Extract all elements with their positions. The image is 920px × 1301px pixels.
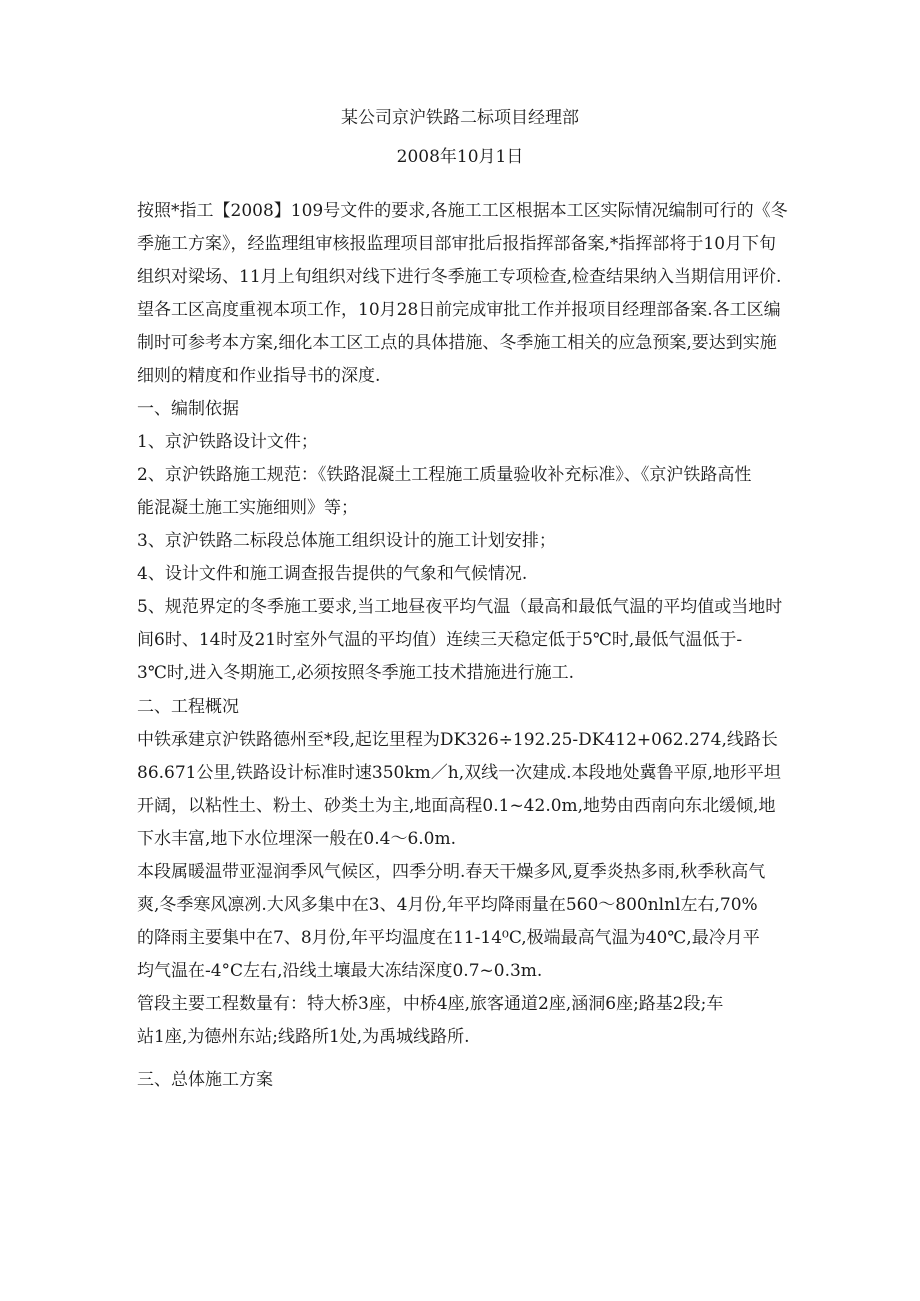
climate-paragraph-line-3: 的降雨主要集中在7、8月份,年平均温度在11-14⁰C,极端最高气温为40℃,最冷月平 xyxy=(137,928,760,948)
climate-paragraph-line-1: 本段属暖温带亚湿润季风气候区，四季分明.春天干燥多风,夏季炎热多雨,秋季秋高气 xyxy=(137,862,766,882)
quantities-paragraph-line-2: 站1座,为德州东站;线路所1处,为禹城线路所. xyxy=(137,1027,470,1047)
basis-item-3: 3、京沪铁路二标段总体施工组织设计的施工计划安排； xyxy=(137,531,556,551)
overview-paragraph-1-line-3: 开阔，以粘性土、粉土、砂类土为主,地面高程0.1~42.0m,地势由西南向东北缓倾,地 xyxy=(137,796,776,816)
intro-paragraph-line-5: 制时可参考本方案,细化本工区工点的具体措施、冬季施工相关的应急预案,要达到实施 xyxy=(137,333,777,353)
basis-item-5-line-1: 5、规范界定的冬季施工要求,当工地昼夜平均气温（最高和最低气温的平均值或当地时 xyxy=(137,597,783,617)
basis-item-5-line-3: 3℃时,进入冬期施工,必须按照冬季施工技术措施进行施工. xyxy=(137,663,575,683)
overview-paragraph-1-line-1: 中铁承建京沪铁路德州至*段,起讫里程为DK326÷192.25-DK412+062.274,线路长 xyxy=(137,730,778,750)
overview-paragraph-1-line-2: 86.671公里,铁路设计标准时速350km／h,双线一次建成.本段地处冀鲁平原,地形平坦 xyxy=(137,763,781,783)
intro-paragraph-line-4: 望各工区高度重视本项工作，10月28日前完成审批工作并报项目经理部备案.各工区编 xyxy=(137,300,781,320)
basis-item-5-line-2: 间6时、14时及21时室外气温的平均值）连续三天稳定低于5℃时,最低气温低于- xyxy=(137,630,743,650)
basis-item-1: 1、京沪铁路设计文件； xyxy=(137,432,318,452)
climate-paragraph-line-4: 均气温在-4°C左右,沿线土壤最大冻结深度0.7~0.3m. xyxy=(137,961,543,981)
overview-paragraph-1-line-4: 下水丰富,地下水位埋深一般在0.4～6.0m. xyxy=(137,829,456,849)
intro-paragraph-line-1: 按照*指工【2008】109号文件的要求,各施工工区根据本工区实际情况编制可行的《冬 xyxy=(137,201,788,221)
basis-item-2-line-2: 能混凝土施工实施细则》等； xyxy=(137,498,358,518)
basis-item-2-line-1: 2、京沪铁路施工规范：《铁路混凝土工程施工质量验收补充标准》、《京沪铁路高性 xyxy=(137,465,752,485)
organization-title: 某公司京沪铁路二标项目经理部 xyxy=(341,108,579,128)
climate-paragraph-line-2: 爽,冬季寒风凛冽.大风多集中在3、4月份,年平均降雨量在560～800nlnl左右,70% xyxy=(137,895,758,915)
quantities-paragraph-line-1: 管段主要工程数量有：特大桥3座，中桥4座,旅客通道2座,涵洞6座;路基2段;车 xyxy=(137,994,724,1014)
intro-paragraph-line-2: 季施工方案》，经监理组审核报监理项目部审批后报指挥部备案,*指挥部将于10月下旬 xyxy=(137,234,777,254)
document-date: 2008年10月1日 xyxy=(396,147,524,167)
intro-paragraph-line-6: 细则的精度和作业指导书的深度. xyxy=(137,366,381,386)
basis-item-4: 4、设计文件和施工调查报告提供的气象和气候情况. xyxy=(137,564,528,584)
section-heading-plan: 三、总体施工方案 xyxy=(137,1070,273,1090)
intro-paragraph-line-3: 组织对梁场、11月上旬组织对线下进行冬季施工专项检查,检查结果纳入当期信用评价. xyxy=(137,267,782,287)
section-heading-basis: 一、编制依据 xyxy=(137,399,239,419)
section-heading-overview: 二、工程概况 xyxy=(137,697,239,717)
